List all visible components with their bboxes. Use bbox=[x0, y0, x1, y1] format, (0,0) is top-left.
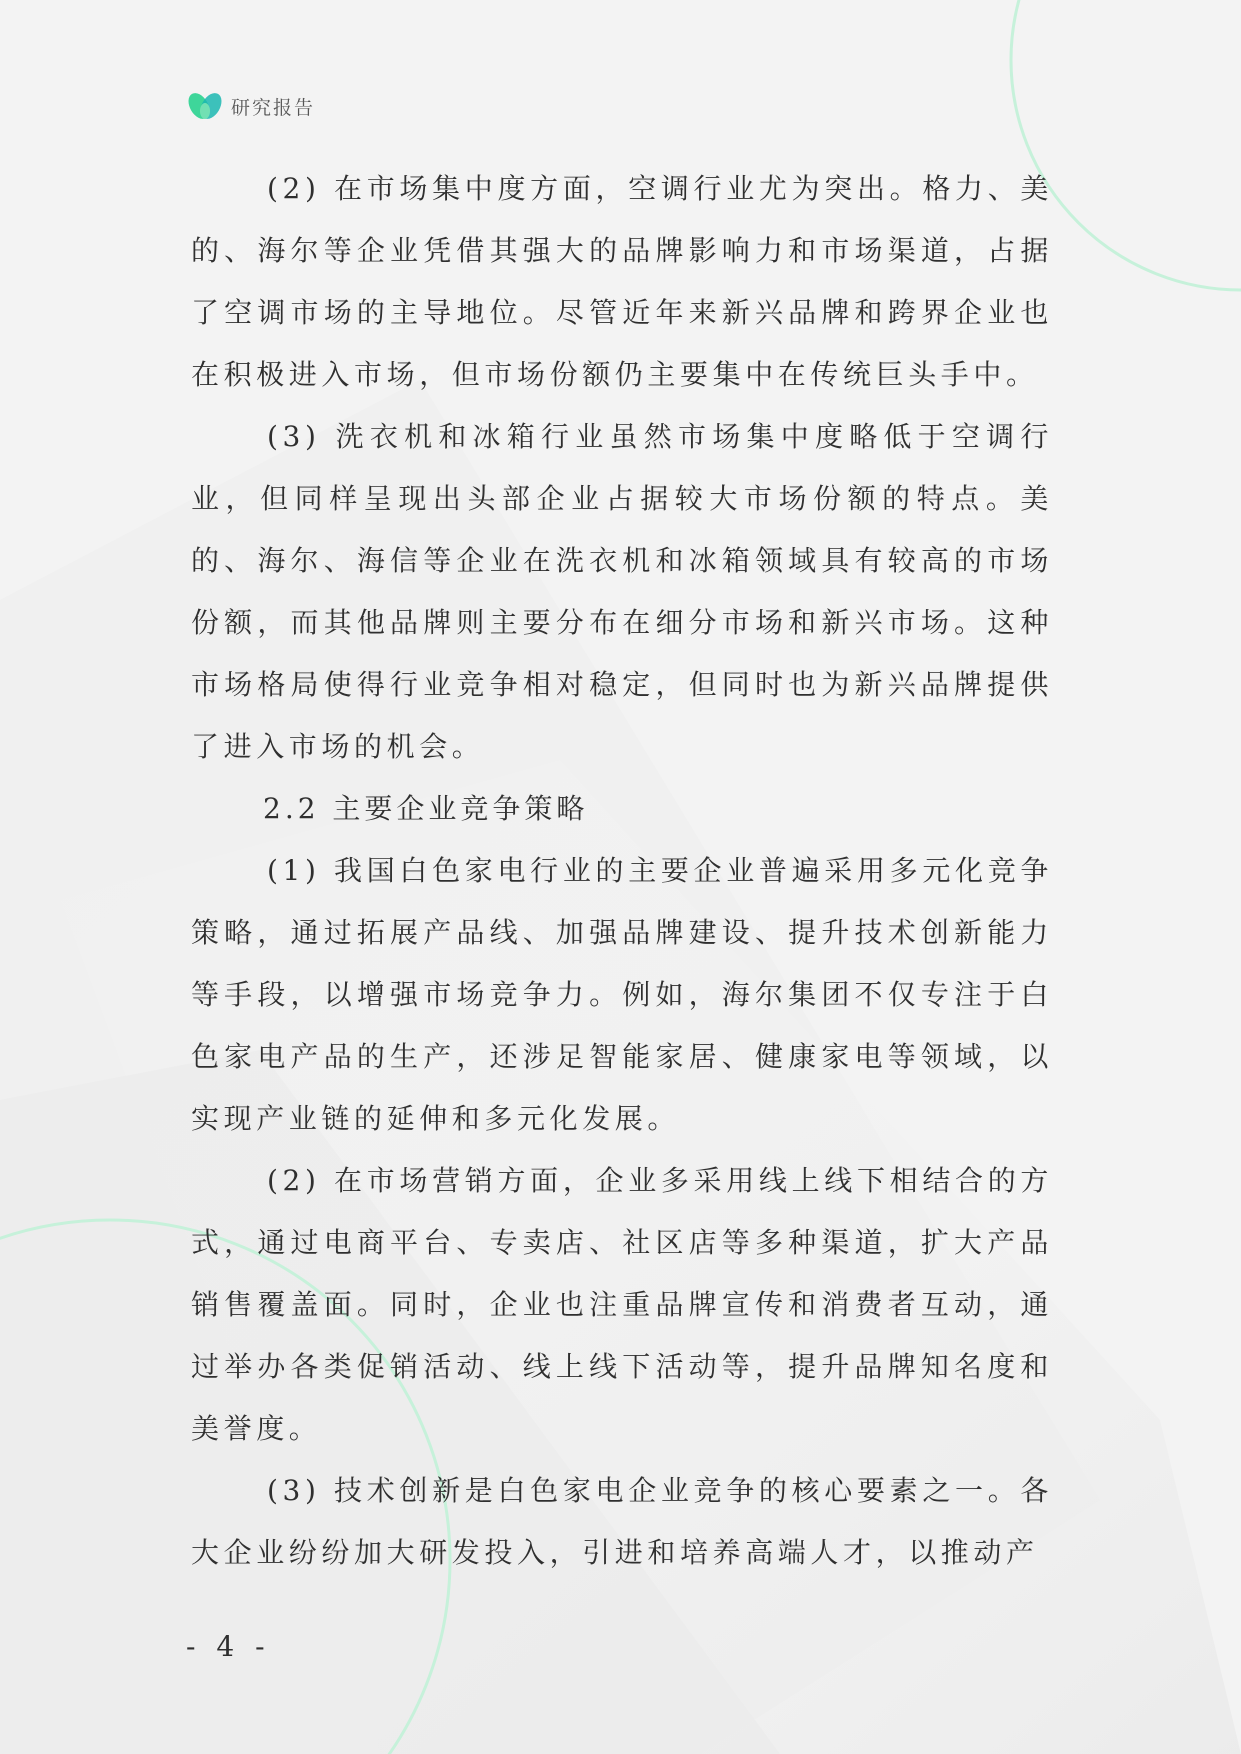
leaf-logo-icon bbox=[187, 89, 223, 123]
page-number: - 4 - bbox=[186, 1630, 271, 1663]
report-header bbox=[187, 88, 315, 124]
paragraph-technology-innovation: (3) 技术创新是白色家电企业竞争的核心要素之一。各大企业纷纷加大研发投入，引进和培养高端人才，以推动产 bbox=[191, 1474, 1053, 1569]
section-heading: 2.2 主要企业竞争策略 bbox=[263, 792, 589, 825]
paragraph-washer-fridge-concentration: (3) 洗衣机和冰箱行业虽然市场集中度略低于空调行业，但同样呈现出头部企业占据较大市场份额的特点。美的、海尔、海信等企业在洗衣机和冰箱领域具有较高的市场份额，而其他品牌则主要分布在细分市场和新兴市场。这种市场格局使得行业竞争相对稳定，但同时也为新兴品牌提供了进入市场的机会。 bbox=[191, 420, 1053, 763]
paragraph-marketing-strategy: (2) 在市场营销方面，企业多采用线上线下相结合的方式，通过电商平台、专卖店、社区店等多种渠道，扩大产品销售覆盖面。同时，企业也注重品牌宣传和消费者互动，通过举办各类促销活动、线上线下活动等，提升品牌知名度和美誉度。 bbox=[191, 1164, 1053, 1445]
paragraph-diversification-strategy: (1) 我国白色家电行业的主要企业普遍采用多元化竞争策略，通过拓展产品线、加强品牌建设、提升技术创新能力等手段，以增强市场竞争力。例如，海尔集团不仅专注于白色家电产品的生产，还涉足智能家居、健康家电等领域，以实现产业链的延伸和多元化发展。 bbox=[191, 854, 1053, 1135]
report-header-title: 研究报告 bbox=[231, 96, 316, 119]
paragraph-market-concentration-ac: (2) 在市场集中度方面，空调行业尤为突出。格力、美的、海尔等企业凭借其强大的品牌影响力和市场渠道，占据了空调市场的主导地位。尽管近年来新兴品牌和跨界企业也在积极进入市场，但市场份额仍主要集中在传统巨头手中。 bbox=[191, 172, 1053, 391]
document-body bbox=[191, 158, 1053, 1584]
